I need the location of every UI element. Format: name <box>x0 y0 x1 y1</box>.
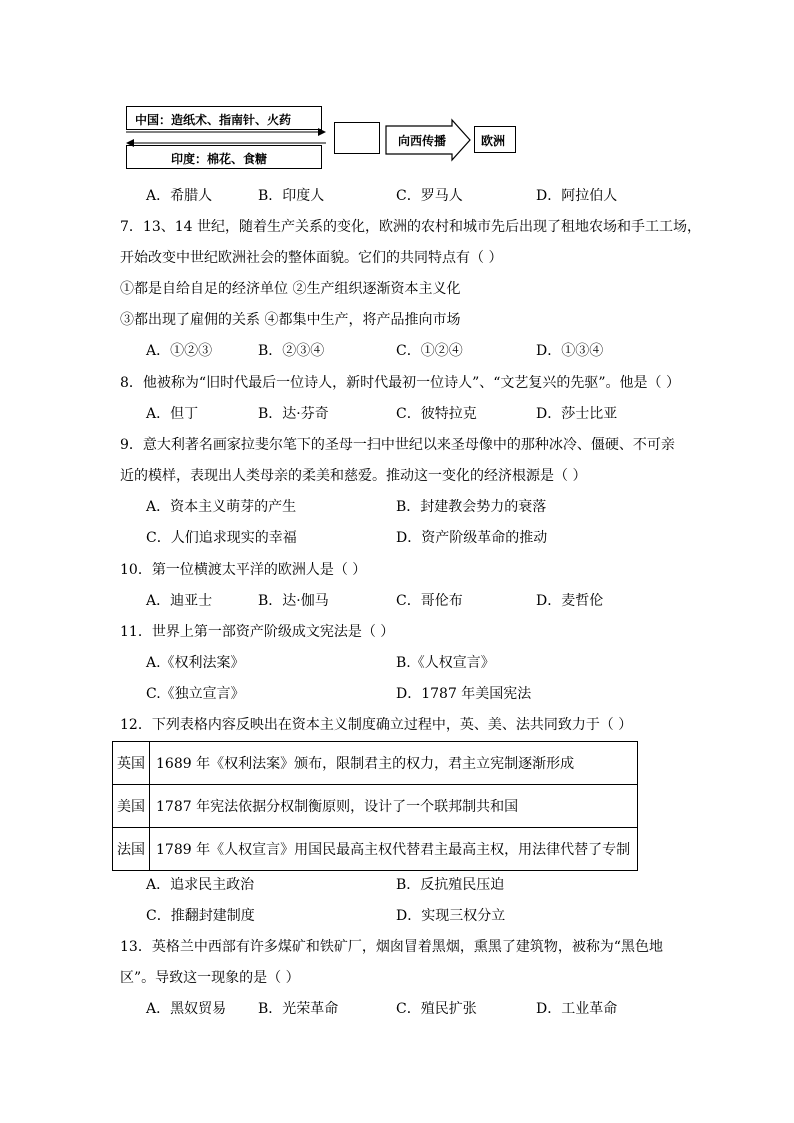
europe-box <box>474 126 516 153</box>
q12-option-d: D．实现三权分立 <box>396 908 506 924</box>
q10-option-c: C．哥伦布 <box>396 593 463 609</box>
q7-statement-2: ③都出现了雇佣的关系 ④都集中生产，将产品推向市场 <box>120 312 461 328</box>
q6-option-d: D．阿拉伯人 <box>536 188 618 204</box>
q7-option-b: B．②③④ <box>258 343 325 359</box>
q10-option-a: A．迪亚士 <box>146 593 213 609</box>
q11-option-a: A.《权利法案》 <box>146 655 245 671</box>
china-label: 中国：造纸术、指南针、火药 <box>135 113 292 127</box>
q6-option-b: B．印度人 <box>258 188 325 204</box>
q13-option-c: C．殖民扩张 <box>396 1001 477 1017</box>
q11-option-d: D．1787 年美国宪法 <box>396 686 532 702</box>
arrow-label: 向西传播 <box>398 134 447 148</box>
q9-line-2: 近的模样，表现出人类母亲的柔美和慈爱。推动这一变化的经济根源是（ ） <box>120 468 587 484</box>
table-cell-country: 美国 <box>113 785 150 828</box>
diagram-connector-arrows <box>0 0 794 180</box>
q7-option-a: A．①②③ <box>146 343 213 359</box>
q9-option-b: B．封建教会势力的衰落 <box>396 499 547 515</box>
q12-line-1: 12．下列表格内容反映出在资本主义制度确立过程中，英、美、法共同致力于（ ） <box>120 717 633 733</box>
q7-option-c: C．①②④ <box>396 343 463 359</box>
q8-option-c: C．彼特拉克 <box>396 406 477 422</box>
q10-option-d: D．麦哲伦 <box>536 593 604 609</box>
q8-option-b: B．达·芬奇 <box>258 406 329 422</box>
q9-option-a: A．资本主义萌芽的产生 <box>146 499 297 515</box>
q9-option-c: C．人们追求现实的幸福 <box>146 530 297 546</box>
table-cell-content: 1787 年宪法依据分权制衡原则，设计了一个联邦制共和国 <box>150 785 638 828</box>
q10-line-1: 10．第一位横渡太平洋的欧洲人是（ ） <box>120 562 367 578</box>
q9-line-1: 9．意大利著名画家拉斐尔笔下的圣母一扫中世纪以来圣母像中的那种冰冷、僵硬、不可亲 <box>120 437 675 453</box>
q7-line-2: 开始改变中世纪欧洲社会的整体面貌。它们的共同特点有（ ） <box>120 250 503 266</box>
q6-option-c: C．罗马人 <box>396 188 463 204</box>
q10-option-b: B．达·伽马 <box>258 593 329 609</box>
india-label: 印度：棉花、食糖 <box>171 152 268 166</box>
q11-option-c: C.《独立宣言》 <box>146 686 245 702</box>
table-cell-content: 1789 年《人权宣言》用国民最高主权代替君主最高主权，用法律代替了专制 <box>150 828 638 871</box>
table-cell-content: 1689 年《权利法案》颁布，限制君主的权力，君主立宪制逐渐形成 <box>150 742 638 785</box>
q13-line-2: 区”。导致这一现象的是（ ） <box>120 970 300 986</box>
q12-table <box>112 741 638 871</box>
q8-option-a: A．但丁 <box>146 406 199 422</box>
q12-option-c: C．推翻封建制度 <box>146 908 255 924</box>
q9-option-d: D．资产阶级革命的推动 <box>396 530 548 546</box>
blank-box <box>334 122 380 154</box>
table-cell-country: 英国 <box>113 742 150 785</box>
q7-option-d: D．①③④ <box>536 343 604 359</box>
q8-line-1: 8．他被称为“旧时代最后一位诗人，新时代最初一位诗人”、“文艺复兴的先驱”。他是（ ） <box>120 375 680 391</box>
q7-line-1: 7．13、14 世纪，随着生产关系的变化，欧洲的农村和城市先后出现了租地农场和手工工场， <box>120 219 701 235</box>
q12-option-a: A．追求民主政治 <box>146 877 255 893</box>
q8-option-d: D．莎士比亚 <box>536 406 618 422</box>
table-row <box>113 742 638 785</box>
table-cell-country: 法国 <box>113 828 150 871</box>
q12-option-b: B．反抗殖民压迫 <box>396 877 505 893</box>
q13-line-1: 13．英格兰中西部有许多煤矿和铁矿厂，烟囱冒着黑烟，熏黑了建筑物，被称为“黑色地 <box>120 939 663 955</box>
q13-option-d: D．工业革命 <box>536 1001 618 1017</box>
table-row <box>113 828 638 871</box>
europe-label: 欧洲 <box>481 134 506 148</box>
q11-line-1: 11．世界上第一部资产阶级成文宪法是（ ） <box>120 624 395 640</box>
q13-option-a: A．黑奴贸易 <box>146 1001 227 1017</box>
q6-option-a: A．希腊人 <box>146 188 213 204</box>
q11-option-b: B.《人权宣言》 <box>396 655 495 671</box>
q13-option-b: B．光荣革命 <box>258 1001 339 1017</box>
q7-statement-1: ①都是自给自足的经济单位 ②生产组织逐渐资本主义化 <box>120 281 461 297</box>
table-row <box>113 785 638 828</box>
